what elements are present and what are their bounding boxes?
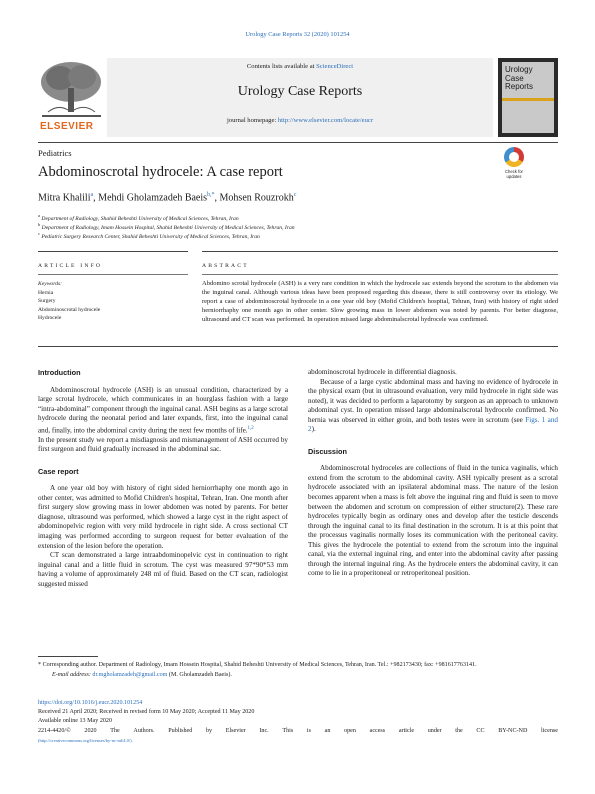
abstract-text: Abdomino scrotal hydrocele (ASH) is a very rare condition in which the hydrocele sac extends beyond the scrotum to the abdomen via the inguinal canal. Although various ideas have been proposed regarding this disease, there is still controversy over its etiology. We report a case of abdominoscrotal hydrocele in a one year old boy (Mofid Children's hospital, Tehran, Iran) with history of right sided herniorrhaphy one month ago in other center. Slow growing mass in lower abdomen was noted by parents. For better diagnose, ultrasound and CT scan was performed. In operation missed large abdominalscrotal hydrocele was confirmed. [202, 280, 558, 324]
check-for-updates-button[interactable]: Check for updates [500, 147, 528, 185]
section-heading: Introduction [38, 368, 81, 377]
divider [38, 346, 558, 347]
divider [38, 656, 98, 657]
journal-citation-link[interactable]: Urology Case Reports 32 (2020) 101254 [245, 31, 350, 38]
divider [202, 274, 558, 275]
journal-cover-thumbnail[interactable] [498, 58, 558, 137]
section-heading: Case report [38, 466, 79, 476]
footnote [38, 661, 558, 680]
section-label: Pediatrics [38, 148, 72, 158]
body-column-left [38, 368, 288, 589]
abstract-heading: ABSTRACT [202, 263, 249, 269]
journal-title: Urology Case Reports [237, 84, 363, 99]
section-heading: Discussion [308, 446, 347, 456]
license-statement: 2214-4420/© 2020 The Authors. Published by Elsevier Inc. This is an open access article under the CC BY-NC-ND license [38, 727, 558, 734]
author-name[interactable]: Mohsen Rouzrokh [219, 192, 294, 204]
doi-link[interactable]: https://doi.org/10.1016/j.eucr.2020.101254 [38, 700, 143, 706]
author-name[interactable]: Mehdi Gholamzadeh Baeis [98, 192, 208, 204]
journal-homepage-link[interactable]: http://www.elsevier.com/locate/eucr [277, 117, 374, 124]
keywords-block [38, 280, 188, 323]
email-line: E-mail address: dr.mgholamzadeh@gmail.com (M. Gholamzadeh Baeis). [52, 671, 232, 678]
elsevier-wordmark: ELSEVIER [40, 121, 94, 132]
keyword: Abdominoscrotal hydrocele [38, 306, 101, 313]
keyword: Hernia [38, 289, 54, 296]
journal-masthead [107, 58, 493, 137]
author-affiliation-mark[interactable]: c [293, 192, 297, 198]
affiliation: $^c$ Pediatric Surgery Research Center, Shahid Beheshti University of Medical Sciences, Tehran, Iran [38, 231, 260, 240]
author-affiliation-mark[interactable]: a [90, 192, 94, 198]
paragraph: Because of a large cystic abdominal mass and having no evidence of hydrocele in the physical exam (but in ultrasound evaluation, very mild hydrocele in right side was noted), it was decided to perform a laparotomy by surgeon as an approach to unknown abdominal cyst. In operation missed large abdominalscrotal hydrocele confirmed. No hernia was observed in either groin, and both testes were in scrotum (see Figs. 1 and 2). [308, 377, 558, 434]
corresponding-author-note: * Corresponding author. Department of Radiology, Imam Hossein Hospital, Shahid Beheshti University of Medical Sciences, Tehran, Iran. Tel.: +982173430; fax: +981617763141. [38, 662, 477, 668]
article-info-heading: ARTICLE INFO [38, 263, 103, 269]
keywords-heading: Keywords: [38, 281, 63, 287]
citation-link[interactable]: 1,2 [247, 425, 254, 431]
divider [38, 274, 188, 275]
paragraph: Abdominoscrotal hydrocele (ASH) is an unusual condition, characterized by a large scrotal hydrocele, which communicates in an hourglass fashion with a large “intra-abdominal” component through the inguinal canal. ASH begins as a large scrotal hydrocele during the neonatal period and later expands, first, into the inguinal canal and, finally, into the abdominal cavity during the next few months of life.$^{1,2}$ [38, 385, 288, 435]
received-dates: Received 21 April 2020; Received in revised form 10 May 2020; Accepted 11 May 2020 [38, 709, 255, 716]
contents-available-line: Contents lists available at ScienceDirect [246, 63, 354, 70]
author-name[interactable]: Mitra Khalili [38, 192, 91, 204]
author-affiliation-mark[interactable]: b,* [207, 192, 215, 198]
divider [38, 251, 188, 252]
paragraph: abdominoscrotal hydrocele in differential diagnosis. [308, 368, 457, 376]
article-title: Abdominoscrotal hydrocele: A case report [38, 164, 283, 180]
journal-header [38, 58, 558, 137]
author-list: Mitra Khalili$^a$, Mehdi Gholamzadeh Baeis$^{b,*}$, Mohsen Rouzrokh$^c$ [38, 192, 297, 204]
divider [202, 251, 558, 252]
online-date: Available online 13 May 2020 [38, 718, 113, 725]
email-link[interactable]: dr.mgholamzadeh@gmail.com [92, 671, 168, 678]
sciencedirect-link[interactable]: ScienceDirect [316, 63, 354, 70]
affiliation: $^b$ Department of Radiology, Imam Hossein Hospital, Shahid Beheshti University of Medical Sciences, Tehran, Iran [38, 222, 295, 231]
cover-stripe [502, 98, 554, 101]
paragraph: CT scan demonstrated a large intraabdominopelvic cyst in continuation to right inguinal canal and a little fluid in scrotum. The cyst was measured 97*90*53 mm having a volume of approximately 248 ml of fluid. Based on the CT scan, radiologist suggested missed [38, 551, 288, 588]
figure-link[interactable]: Figs. 1 and 2 [308, 415, 558, 434]
divider [38, 142, 558, 143]
journal-homepage-line: journal homepage: http://www.elsevier.com/locate/eucr [226, 117, 374, 124]
keyword: Surgery [38, 298, 56, 304]
body-column-right [308, 368, 558, 579]
keyword: Hydrocele [38, 315, 62, 321]
article-history [38, 699, 558, 745]
license-link[interactable]: (http://creativecommons.org/licenses/by-nc-nd/4.0/). [38, 737, 133, 743]
affiliation: $^a$ Department of Radiology, Shahid Beheshti University of Medical Sciences, Tehran, Iran [38, 213, 239, 222]
paragraph: Abdominoscrotal hydroceles are collections of fluid in the tunica vaginalis, which extend from the scrotum to the abdominal cavity. ASH typically present as a scrotal hydrocele associated with an ipsilateral abdominal mass. The nature of the lesion becomes apparent when a mass is felt above the inguinal ring and fluid is seen to move between the abdomen and scrotum on compression of either structure(2). These rare hydroceles typically begin as ordinary ones and develop after the testicle descends through the inguinal canal to its final destination in the scrotum. It is at this point that the processus vaginalis normally loses its communication with the peritoneal cavity. This gives the hydrocele the potential to extend from the scrotum into the inguinal canal, via the external inguinal ring, and enter into the abdominal cavity after passing through the internal inguinal ring. As the hydrocele enters the abdominal cavity, it can come to lie in a properitoneal or retroperitoneal position. [308, 464, 558, 578]
paragraph: A one year old boy with history of right sided herniorrhaphy one month ago in other center, was admitted to Mofid Children's hospital, Tehran, Iran. One month after first surgery slow growing mass in lower abdomen was noted by parents. For better diagnose, ultrasound was performed, which showed a large cyst in the right aspect of abdominopelvic region with very mild hydrocele in right side. A cross sectional CT imaging was performed according to surgeon request for better evaluation of the extension of the lesion before the operation. [38, 484, 288, 550]
elsevier-logo[interactable] [38, 58, 105, 137]
elsevier-tree-icon [38, 58, 105, 120]
cover-title: Urology Case Reports [505, 65, 534, 91]
crossmark-icon [504, 147, 524, 167]
paragraph: In the present study we report a misdiagnosis and mismanagement of ASH occurred by first surgeon and fluid gradually increased in the abdominal sac. [38, 435, 288, 454]
